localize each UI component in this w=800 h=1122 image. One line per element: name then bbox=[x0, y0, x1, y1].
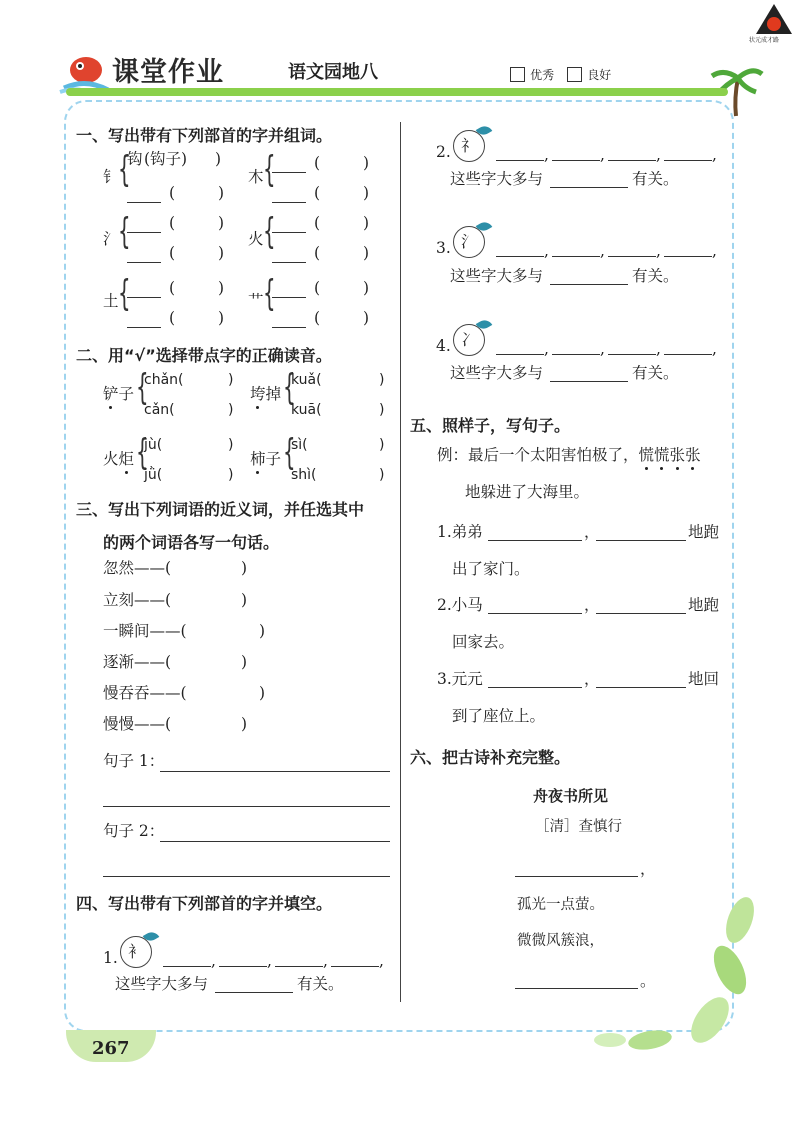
q5-blank-2[interactable] bbox=[596, 613, 686, 614]
q1-char-blank[interactable] bbox=[272, 232, 306, 233]
q1-paren-open: ( bbox=[169, 279, 176, 297]
q2-plain-char: 子 bbox=[265, 450, 282, 468]
q2-paren-close: ) bbox=[379, 437, 385, 453]
q5-blank-2[interactable] bbox=[596, 540, 686, 541]
q2-option-2[interactable]: shì( bbox=[291, 467, 317, 483]
q1-paren-open: ( bbox=[314, 154, 321, 172]
q4-separator: , bbox=[656, 242, 661, 260]
q1-paren-open: ( bbox=[314, 244, 321, 262]
q4-separator: , bbox=[544, 340, 549, 358]
q4-number: 4. bbox=[436, 337, 451, 355]
leaves-decoration-icon bbox=[590, 890, 760, 1060]
q2-plain-char: 炬 bbox=[118, 450, 135, 468]
q5-example-dotted bbox=[639, 446, 701, 464]
q1-paren-open: ( bbox=[169, 184, 176, 202]
q4-radical-circle: 氵 bbox=[453, 226, 485, 258]
q3-paren-close: ) bbox=[241, 653, 248, 671]
q4-char-blank[interactable] bbox=[664, 354, 712, 355]
q1-paren-close: ) bbox=[363, 309, 370, 327]
q4-char-blank[interactable] bbox=[496, 160, 544, 161]
q2-option-2[interactable]: jǜ( bbox=[144, 467, 163, 483]
q1-paren-open: ( bbox=[314, 279, 321, 297]
q4-char-blank[interactable] bbox=[552, 354, 600, 355]
q4-separator: , bbox=[600, 146, 605, 164]
q5-example-line2: 地躲进了大海里。 bbox=[465, 483, 590, 501]
q1-title: 一、写出带有下列部首的字并组词。 bbox=[76, 126, 333, 145]
q1-char-blank[interactable] bbox=[127, 262, 161, 263]
q3-sentence2-line[interactable] bbox=[160, 841, 390, 842]
q1-paren-close: ) bbox=[218, 309, 225, 327]
q1-brace: { bbox=[263, 149, 276, 190]
q4-relation-suffix: 有关。 bbox=[632, 170, 679, 188]
q1-char-blank[interactable] bbox=[272, 297, 306, 298]
q1-paren-close: ) bbox=[218, 184, 225, 202]
q4-char-blank[interactable] bbox=[163, 966, 211, 967]
q5-title: 五、照样子，写句子。 bbox=[410, 416, 571, 435]
q4-number: 1. bbox=[103, 949, 118, 967]
q4-relation-prefix: 这些字大多与 bbox=[450, 364, 544, 382]
q4-separator: , bbox=[323, 952, 328, 970]
q5-dotted-char: 张 bbox=[685, 446, 701, 464]
q1-char-blank[interactable] bbox=[272, 202, 306, 203]
header-bar bbox=[66, 88, 728, 96]
q4-relation-suffix: 有关。 bbox=[297, 975, 344, 993]
q1-paren-open: ( bbox=[314, 214, 321, 232]
q4-separator: , bbox=[712, 242, 717, 260]
q2-dotted-char: 火 bbox=[103, 450, 119, 468]
page-number: 267 bbox=[92, 1038, 130, 1059]
q5-blank-1[interactable] bbox=[488, 613, 582, 614]
q4-relation-suffix: 有关。 bbox=[632, 364, 679, 382]
q3-sentence1-line2[interactable] bbox=[103, 806, 390, 807]
q5-item-start: 2.小马 bbox=[437, 596, 483, 614]
q3-paren-close: ) bbox=[241, 559, 248, 577]
q1-brace: { bbox=[118, 211, 131, 252]
q4-char-blank[interactable] bbox=[219, 966, 267, 967]
q4-char-blank[interactable] bbox=[552, 256, 600, 257]
q2-option-1[interactable]: kuǎ( bbox=[291, 372, 322, 388]
q3-paren-close: ) bbox=[241, 715, 248, 733]
q4-char-blank[interactable] bbox=[331, 966, 379, 967]
q5-example-line1 bbox=[437, 448, 701, 464]
publisher-logo-text: 状元成才路 bbox=[749, 37, 780, 44]
q2-paren-close: ) bbox=[379, 372, 385, 388]
q4-relation-prefix: 这些字大多与 bbox=[450, 267, 544, 285]
q2-word bbox=[250, 387, 281, 403]
q5-item-mid: ， bbox=[584, 523, 600, 541]
column-divider bbox=[400, 122, 401, 1002]
q1-paren-open: ( bbox=[314, 309, 321, 327]
q2-title: 二、用“√”选择带点字的正确读音。 bbox=[76, 346, 332, 365]
q3-word: 慢吞吞——( bbox=[103, 684, 187, 702]
q1-char-blank[interactable] bbox=[127, 327, 161, 328]
q2-word bbox=[250, 452, 281, 468]
q5-item-line2: 到了座位上。 bbox=[452, 707, 546, 725]
q5-item-end: 地回 bbox=[688, 670, 720, 688]
q1-radical-jin: 钅 bbox=[103, 168, 119, 186]
q1-char-blank[interactable] bbox=[272, 172, 306, 173]
excellent-checkbox[interactable] bbox=[510, 67, 525, 82]
q3-paren-close: ) bbox=[259, 684, 266, 702]
q4-char-blank[interactable] bbox=[608, 354, 656, 355]
q4-separator: , bbox=[544, 146, 549, 164]
q4-separator: , bbox=[267, 952, 272, 970]
q1-radical-shui: 氵 bbox=[103, 230, 119, 248]
q5-item-line2: 出了家门。 bbox=[452, 560, 530, 578]
q4-char-blank[interactable] bbox=[496, 256, 544, 257]
q2-paren-close: ) bbox=[379, 467, 385, 483]
poem-line1-end: ， bbox=[640, 860, 656, 878]
q2-paren-close: ) bbox=[228, 467, 234, 483]
q4-number: 3. bbox=[436, 239, 451, 257]
q2-option-2[interactable]: kuā( bbox=[291, 402, 322, 418]
q2-paren-close: ) bbox=[228, 402, 234, 418]
q1-char-blank[interactable] bbox=[272, 327, 306, 328]
q1-radical-mu: 木 bbox=[248, 168, 264, 186]
q3-sentence1-line[interactable] bbox=[160, 771, 390, 772]
q1-char-blank[interactable] bbox=[272, 262, 306, 263]
q4-char-blank[interactable] bbox=[608, 256, 656, 257]
q2-option-1[interactable]: sì( bbox=[291, 437, 308, 453]
q3-word: 一瞬间——( bbox=[103, 622, 187, 640]
q5-blank-2[interactable] bbox=[596, 687, 686, 688]
q2-plain-char: 掉 bbox=[265, 385, 282, 403]
q2-brace: { bbox=[136, 432, 149, 473]
q4-char-blank[interactable] bbox=[664, 256, 712, 257]
q5-blank-1[interactable] bbox=[488, 540, 582, 541]
q2-brace: { bbox=[283, 367, 296, 408]
q1-brace: { bbox=[263, 211, 276, 252]
q3-word: 慢慢——( bbox=[103, 715, 172, 733]
q5-example-prefix: 例：最后一个太阳害怕极了， bbox=[437, 446, 639, 464]
poem-line1-blank[interactable] bbox=[515, 876, 638, 877]
q2-dotted-char: 垮 bbox=[250, 385, 266, 403]
q2-paren-close: ) bbox=[228, 372, 234, 388]
q4-separator: , bbox=[712, 340, 717, 358]
poem-title: 舟夜书所见 bbox=[533, 787, 609, 805]
q1-brace: { bbox=[118, 273, 131, 314]
q1-brace: { bbox=[118, 149, 131, 190]
q2-brace: { bbox=[136, 367, 149, 408]
good-checkbox[interactable] bbox=[567, 67, 582, 82]
q4-separator: , bbox=[656, 340, 661, 358]
q4-separator: , bbox=[600, 242, 605, 260]
q4-char-blank[interactable] bbox=[552, 160, 600, 161]
q4-radical-circle: 冫 bbox=[453, 324, 485, 356]
q2-word bbox=[103, 387, 134, 403]
q1-example-word: (钩子) bbox=[144, 150, 188, 168]
q1-brace: { bbox=[263, 273, 276, 314]
q2-option-2[interactable]: cǎn( bbox=[144, 402, 175, 418]
q1-paren-close: ) bbox=[218, 279, 225, 297]
q4-title: 四、写出带有下列部首的字并填空。 bbox=[76, 894, 333, 913]
poem-line2: 孤光一点萤。 bbox=[517, 897, 604, 913]
q1-radical-tu: 土 bbox=[103, 292, 119, 310]
q1-paren-close: ) bbox=[218, 244, 225, 262]
q1-paren-open: ( bbox=[169, 309, 176, 327]
q3-sentence2-line2[interactable] bbox=[103, 876, 390, 877]
q5-item-mid: ， bbox=[584, 596, 600, 614]
q2-dotted-char: 铲 bbox=[103, 385, 119, 403]
q1-paren-close: ) bbox=[363, 184, 370, 202]
q4-relation-prefix: 这些字大多与 bbox=[115, 975, 209, 993]
q4-relation-blank[interactable] bbox=[550, 284, 628, 285]
q1-char-blank[interactable] bbox=[127, 202, 161, 203]
grade-excellent-label: 优秀 bbox=[530, 68, 555, 82]
q5-dotted-char: 慌 bbox=[638, 446, 655, 464]
q2-plain-char: 子 bbox=[118, 385, 135, 403]
q4-radical-circle: 衤 bbox=[120, 936, 152, 968]
q3-sentence2-label: 句子 2： bbox=[103, 822, 165, 840]
q5-blank-1[interactable] bbox=[488, 687, 582, 688]
q1-paren-open: ( bbox=[314, 184, 321, 202]
q4-char-blank[interactable] bbox=[496, 354, 544, 355]
q2-word bbox=[103, 452, 134, 468]
q3-title-line1: 三、写出下列词语的近义词，并任选其中 bbox=[76, 500, 365, 519]
q4-radical-circle: 礻 bbox=[453, 130, 485, 162]
q1-paren-close: ) bbox=[218, 214, 225, 232]
q2-option-1[interactable]: jù( bbox=[144, 437, 163, 453]
grade-good-label: 良好 bbox=[587, 68, 612, 82]
q3-paren-close: ) bbox=[241, 591, 248, 609]
poem-line3: 微微风簇浪， bbox=[517, 933, 604, 949]
q4-separator: , bbox=[379, 952, 384, 970]
q1-char-blank[interactable] bbox=[127, 297, 161, 298]
q4-separator: , bbox=[712, 146, 717, 164]
q4-number: 2. bbox=[436, 143, 451, 161]
q1-radical-huo: 火 bbox=[248, 230, 264, 248]
poem-author: ［清］查慎行 bbox=[535, 819, 622, 835]
q4-relation-suffix: 有关。 bbox=[632, 267, 679, 285]
q5-dotted-char: 慌 bbox=[654, 446, 670, 464]
unit-title: 语文园地八 bbox=[288, 62, 378, 83]
q2-dotted-char: 柿 bbox=[250, 450, 266, 468]
q5-item-end: 地跑 bbox=[688, 523, 720, 541]
q1-paren-close: ) bbox=[363, 244, 370, 262]
q1-paren-close: ) bbox=[215, 150, 222, 168]
q1-paren-open: ( bbox=[169, 244, 176, 262]
q4-char-blank[interactable] bbox=[664, 160, 712, 161]
q5-dotted-char: 张 bbox=[669, 446, 686, 464]
q4-separator: , bbox=[544, 242, 549, 260]
q3-word: 立刻——( bbox=[103, 591, 172, 609]
q4-separator: , bbox=[600, 340, 605, 358]
q5-item-start: 1.弟弟 bbox=[437, 523, 483, 541]
q1-char-blank[interactable] bbox=[127, 232, 161, 233]
q4-char-blank[interactable] bbox=[275, 966, 323, 967]
q1-paren-close: ) bbox=[363, 214, 370, 232]
q5-item-mid: ， bbox=[584, 670, 600, 688]
poem-line4-end: 。 bbox=[640, 972, 656, 990]
q5-item-line2: 回家去。 bbox=[452, 633, 515, 651]
q3-paren-close: ) bbox=[259, 622, 266, 640]
q2-paren-close: ) bbox=[228, 437, 234, 453]
q1-example-char: 钩 bbox=[127, 150, 143, 168]
q2-option-1[interactable]: chǎn( bbox=[144, 372, 184, 388]
q3-title-line2: 的两个词语各写一句话。 bbox=[103, 533, 280, 552]
q4-relation-blank[interactable] bbox=[550, 187, 628, 188]
q4-relation-prefix: 这些字大多与 bbox=[450, 170, 544, 188]
q3-word: 忽然——( bbox=[103, 559, 172, 577]
q6-title: 六、把古诗补充完整。 bbox=[410, 748, 571, 767]
q1-paren-close: ) bbox=[363, 154, 370, 172]
q3-sentence1-label: 句子 1： bbox=[103, 752, 165, 770]
q3-word: 逐渐——( bbox=[103, 653, 172, 671]
grade-boxes bbox=[510, 64, 611, 83]
page-header-title: 课堂作业 bbox=[112, 57, 224, 88]
q1-paren-open: ( bbox=[169, 214, 176, 232]
q1-radical-cao: 艹 bbox=[248, 292, 264, 310]
q2-brace: { bbox=[283, 432, 296, 473]
q5-item-start: 3.元元 bbox=[437, 670, 483, 688]
q2-paren-close: ) bbox=[379, 402, 385, 418]
q5-item-end: 地跑 bbox=[688, 596, 720, 614]
q4-char-blank[interactable] bbox=[608, 160, 656, 161]
q4-separator: , bbox=[656, 146, 661, 164]
q4-relation-blank[interactable] bbox=[550, 381, 628, 382]
q4-separator: , bbox=[211, 952, 216, 970]
q1-paren-close: ) bbox=[363, 279, 370, 297]
q4-relation-blank[interactable] bbox=[215, 992, 293, 993]
